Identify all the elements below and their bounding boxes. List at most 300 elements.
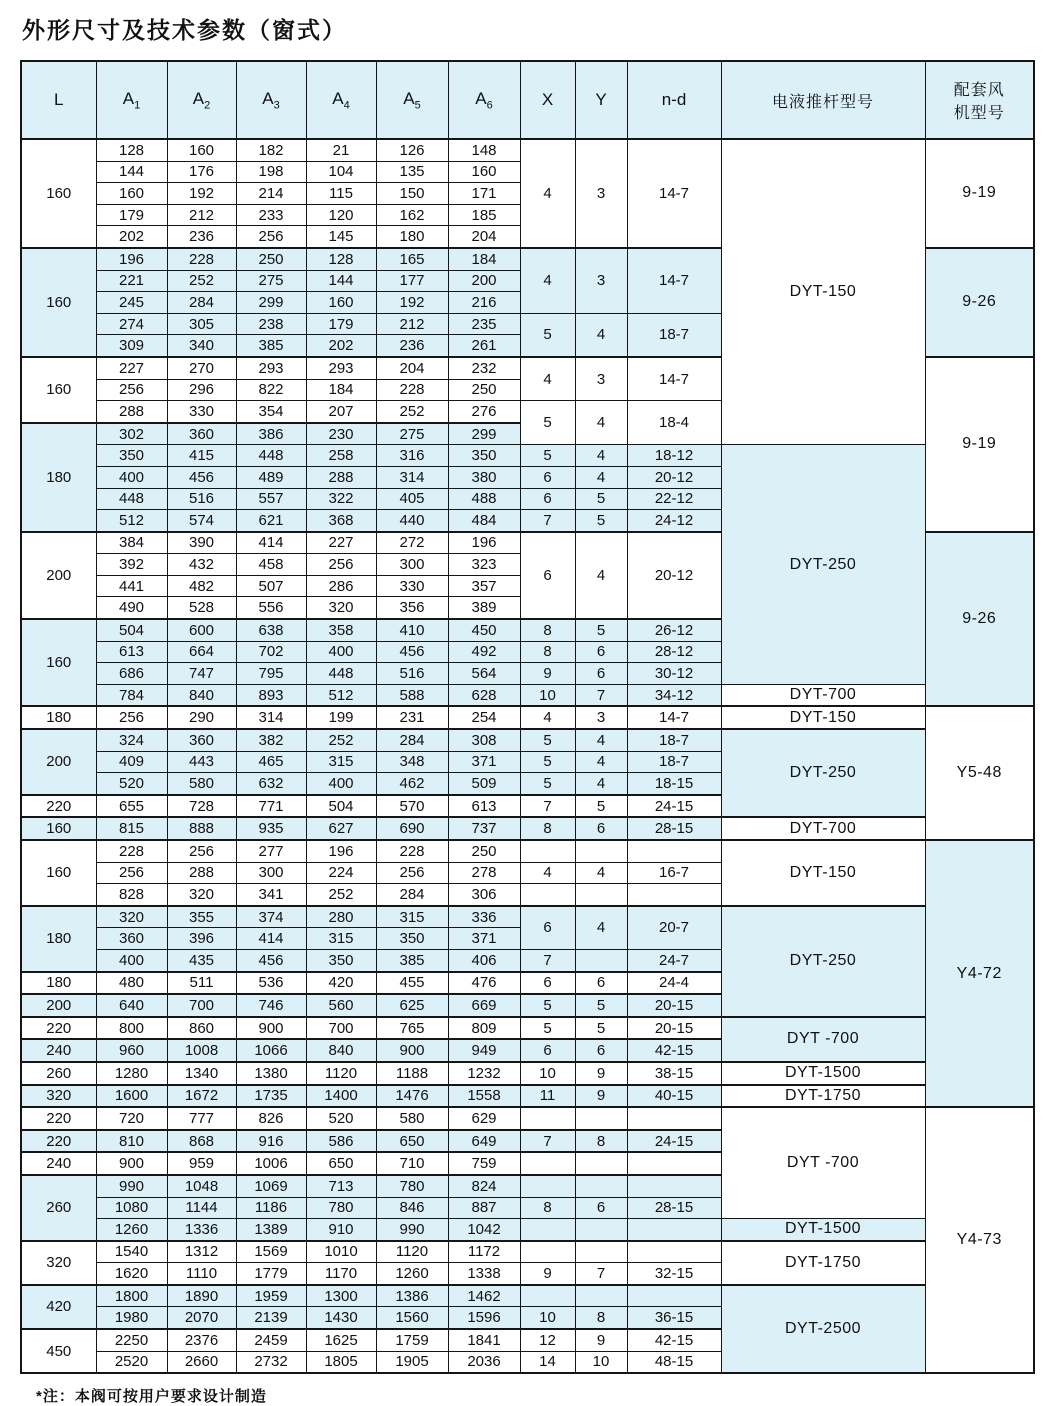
- cell-x: 6: [520, 1039, 575, 1062]
- cell-a6: 350: [448, 445, 520, 467]
- cell-a3: 1069: [236, 1175, 306, 1197]
- cell-actuator-model: DYT-1500: [721, 1219, 925, 1241]
- cell-a6: 278: [448, 862, 520, 884]
- cell-a1: 392: [96, 554, 167, 576]
- cell-a4: 368: [306, 510, 376, 532]
- cell-y: 8: [575, 1307, 627, 1329]
- column-header-A3: $A_3$: [236, 61, 306, 139]
- cell-x: 6: [520, 532, 575, 619]
- cell-L: 180: [21, 972, 96, 995]
- cell-a6: 450: [448, 619, 520, 641]
- cell-L: 220: [21, 1130, 96, 1153]
- cell-a6: 216: [448, 292, 520, 314]
- cell-y: 10: [575, 1351, 627, 1373]
- cell-a6: 371: [448, 751, 520, 773]
- cell-a4: 1430: [306, 1307, 376, 1329]
- cell-nd: 20-15: [627, 994, 721, 1017]
- cell-L: 160: [21, 248, 96, 357]
- cell-nd: [627, 884, 721, 906]
- cell-nd: 18-15: [627, 773, 721, 795]
- cell-actuator-model: DYT-150: [721, 139, 925, 445]
- cell-a6: 1232: [448, 1062, 520, 1085]
- cell-a4: 1300: [306, 1285, 376, 1307]
- column-header-A1: $A_1$: [96, 61, 167, 139]
- cell-a5: 180: [376, 226, 448, 248]
- cell-a3: 632: [236, 773, 306, 795]
- cell-actuator-model: DYT -700: [721, 1017, 925, 1062]
- cell-a2: 1144: [167, 1197, 236, 1219]
- cell-L: 420: [21, 1285, 96, 1329]
- cell-a2: 860: [167, 1017, 236, 1040]
- cell-a5: 516: [376, 663, 448, 685]
- cell-a3: 489: [236, 466, 306, 488]
- cell-actuator-model: DYT-150: [721, 840, 925, 906]
- cell-a3: 250: [236, 248, 306, 270]
- cell-a2: 360: [167, 423, 236, 445]
- cell-a5: 456: [376, 641, 448, 663]
- cell-a3: 2139: [236, 1307, 306, 1329]
- cell-a3: 900: [236, 1017, 306, 1040]
- cell-y: 3: [575, 706, 627, 729]
- cell-nd: 18-7: [627, 729, 721, 751]
- cell-a6: 371: [448, 928, 520, 950]
- cell-x: [520, 1219, 575, 1241]
- cell-a5: 300: [376, 554, 448, 576]
- cell-a6: 389: [448, 597, 520, 619]
- column-header-A2: $A_2$: [167, 61, 236, 139]
- cell-a4: 400: [306, 773, 376, 795]
- cell-a3: 238: [236, 313, 306, 335]
- footnote: *注：本阀可按用户要求设计制造: [36, 1388, 267, 1406]
- cell-a5: 588: [376, 684, 448, 706]
- cell-a5: 1260: [376, 1263, 448, 1285]
- cell-a1: 1260: [96, 1219, 167, 1241]
- cell-a5: 252: [376, 401, 448, 423]
- cell-a1: 512: [96, 510, 167, 532]
- cell-a6: 629: [448, 1107, 520, 1130]
- cell-x: 14: [520, 1351, 575, 1373]
- cell-fan-model: 9-26: [925, 532, 1034, 707]
- cell-nd: 18-12: [627, 445, 721, 467]
- cell-a4: 256: [306, 554, 376, 576]
- cell-a4: 196: [306, 840, 376, 862]
- cell-y: [575, 840, 627, 862]
- cell-a1: 815: [96, 817, 167, 840]
- cell-a6: 1462: [448, 1285, 520, 1307]
- cell-a3: 916: [236, 1130, 306, 1153]
- cell-a4: 520: [306, 1107, 376, 1130]
- cell-a2: 355: [167, 906, 236, 928]
- cell-y: [575, 1152, 627, 1175]
- cell-a2: 296: [167, 379, 236, 401]
- cell-y: [575, 1241, 627, 1263]
- cell-L: 200: [21, 994, 96, 1017]
- cell-a3: 1959: [236, 1285, 306, 1307]
- cell-a3: 465: [236, 751, 306, 773]
- cell-a6: 649: [448, 1130, 520, 1153]
- cell-nd: [627, 1219, 721, 1241]
- cell-a1: 1280: [96, 1062, 167, 1085]
- cell-x: 8: [520, 817, 575, 840]
- cell-a3: 182: [236, 139, 306, 161]
- cell-a2: 256: [167, 840, 236, 862]
- cell-a6: 185: [448, 204, 520, 226]
- cell-L: 160: [21, 817, 96, 840]
- cell-actuator-model: DYT-2500: [721, 1285, 925, 1373]
- cell-a4: 322: [306, 488, 376, 510]
- cell-a1: 245: [96, 292, 167, 314]
- cell-nd: 14-7: [627, 139, 721, 248]
- cell-nd: 20-15: [627, 1017, 721, 1040]
- cell-a1: 784: [96, 684, 167, 706]
- cell-a4: 144: [306, 270, 376, 292]
- cell-a1: 810: [96, 1130, 167, 1153]
- table-row: [21, 906, 1034, 928]
- cell-x: 11: [520, 1085, 575, 1108]
- cell-a2: 330: [167, 401, 236, 423]
- cell-x: 4: [520, 357, 575, 401]
- cell-nd: 18-7: [627, 751, 721, 773]
- cell-nd: 14-7: [627, 248, 721, 313]
- cell-a4: 227: [306, 532, 376, 554]
- cell-a3: 638: [236, 619, 306, 641]
- cell-y: 4: [575, 313, 627, 357]
- cell-a6: 492: [448, 641, 520, 663]
- cell-nd: 24-4: [627, 972, 721, 995]
- cell-a4: 160: [306, 292, 376, 314]
- cell-a1: 1540: [96, 1241, 167, 1263]
- cell-a3: 277: [236, 840, 306, 862]
- cell-a3: 374: [236, 906, 306, 928]
- cell-a5: 162: [376, 204, 448, 226]
- cell-L: 320: [21, 1241, 96, 1285]
- cell-a4: 230: [306, 423, 376, 445]
- cell-a4: 21: [306, 139, 376, 161]
- cell-nd: 32-15: [627, 1263, 721, 1285]
- cell-a3: 299: [236, 292, 306, 314]
- cell-a3: 893: [236, 684, 306, 706]
- cell-a2: 574: [167, 510, 236, 532]
- cell-x: 9: [520, 1263, 575, 1285]
- cell-a5: 316: [376, 445, 448, 467]
- cell-a6: 250: [448, 379, 520, 401]
- cell-a5: 690: [376, 817, 448, 840]
- table-row: [21, 684, 1034, 706]
- cell-a1: 1800: [96, 1285, 167, 1307]
- cell-x: 7: [520, 795, 575, 818]
- cell-a6: 669: [448, 994, 520, 1017]
- cell-nd: [627, 1241, 721, 1263]
- cell-y: [575, 1175, 627, 1197]
- cell-a4: 910: [306, 1219, 376, 1241]
- cell-a2: 305: [167, 313, 236, 335]
- cell-a6: 200: [448, 270, 520, 292]
- cell-nd: 34-12: [627, 684, 721, 706]
- cell-a2: 1312: [167, 1241, 236, 1263]
- cell-L: 160: [21, 619, 96, 706]
- cell-a3: 556: [236, 597, 306, 619]
- cell-a4: 128: [306, 248, 376, 270]
- cell-a5: 625: [376, 994, 448, 1017]
- cell-a1: 441: [96, 575, 167, 597]
- table-row: [21, 706, 1034, 729]
- cell-a1: 256: [96, 706, 167, 729]
- cell-L: 260: [21, 1175, 96, 1241]
- cell-a4: 420: [306, 972, 376, 995]
- cell-a4: 840: [306, 1039, 376, 1062]
- cell-x: [520, 1152, 575, 1175]
- cell-a6: 357: [448, 575, 520, 597]
- cell-a3: 702: [236, 641, 306, 663]
- cell-a1: 350: [96, 445, 167, 467]
- cell-nd: 16-7: [627, 862, 721, 884]
- cell-a5: 314: [376, 466, 448, 488]
- cell-y: [575, 1285, 627, 1307]
- cell-y: [575, 884, 627, 906]
- column-header-配套风 机型号: 配套风 机型号: [925, 61, 1034, 139]
- cell-nd: 28-15: [627, 1197, 721, 1219]
- cell-a3: 1779: [236, 1263, 306, 1285]
- cell-a1: 613: [96, 641, 167, 663]
- cell-a5: 580: [376, 1107, 448, 1130]
- cell-a1: 1600: [96, 1085, 167, 1108]
- cell-a5: 1386: [376, 1285, 448, 1307]
- cell-nd: [627, 1107, 721, 1130]
- cell-nd: 14-7: [627, 357, 721, 401]
- cell-a1: 128: [96, 139, 167, 161]
- cell-L: 180: [21, 423, 96, 532]
- cell-a2: 176: [167, 161, 236, 183]
- cell-a1: 490: [96, 597, 167, 619]
- cell-a1: 202: [96, 226, 167, 248]
- cell-a5: 165: [376, 248, 448, 270]
- cell-a1: 320: [96, 906, 167, 928]
- cell-a5: 780: [376, 1175, 448, 1197]
- cell-a1: 144: [96, 161, 167, 183]
- cell-a1: 1080: [96, 1197, 167, 1219]
- table-row: [21, 1017, 1034, 1040]
- cell-x: 6: [520, 488, 575, 510]
- cell-a3: 536: [236, 972, 306, 995]
- table-header: [21, 61, 1034, 139]
- cell-a4: 504: [306, 795, 376, 818]
- cell-a4: 586: [306, 1130, 376, 1153]
- cell-a2: 1672: [167, 1085, 236, 1108]
- cell-a6: 1558: [448, 1085, 520, 1108]
- cell-x: 7: [520, 510, 575, 532]
- cell-y: 3: [575, 139, 627, 248]
- cell-a2: 320: [167, 884, 236, 906]
- cell-a6: 235: [448, 313, 520, 335]
- cell-a6: 949: [448, 1039, 520, 1062]
- cell-a4: 1805: [306, 1351, 376, 1373]
- cell-a5: 900: [376, 1039, 448, 1062]
- cell-a5: 440: [376, 510, 448, 532]
- cell-nd: 48-15: [627, 1351, 721, 1373]
- cell-a1: 196: [96, 248, 167, 270]
- cell-y: 4: [575, 466, 627, 488]
- cell-a2: 2376: [167, 1329, 236, 1351]
- cell-a1: 384: [96, 532, 167, 554]
- column-header-Y: Y: [575, 61, 627, 139]
- cell-a6: 148: [448, 139, 520, 161]
- cell-a2: 868: [167, 1130, 236, 1153]
- cell-a5: 846: [376, 1197, 448, 1219]
- cell-a3: 448: [236, 445, 306, 467]
- cell-y: 6: [575, 663, 627, 685]
- cell-a3: 826: [236, 1107, 306, 1130]
- cell-y: 5: [575, 619, 627, 641]
- cell-a4: 560: [306, 994, 376, 1017]
- cell-fan-model: Y4-73: [925, 1107, 1034, 1373]
- cell-nd: 14-7: [627, 706, 721, 729]
- cell-x: 8: [520, 619, 575, 641]
- cell-nd: 18-7: [627, 313, 721, 357]
- cell-a1: 2250: [96, 1329, 167, 1351]
- cell-a6: 488: [448, 488, 520, 510]
- spec-table: [20, 60, 1035, 1374]
- cell-a4: 1625: [306, 1329, 376, 1351]
- column-header-A4: $A_4$: [306, 61, 376, 139]
- cell-a6: 1338: [448, 1263, 520, 1285]
- cell-a3: 385: [236, 335, 306, 357]
- table-row: [21, 1062, 1034, 1085]
- cell-L: 160: [21, 139, 96, 248]
- cell-a2: 511: [167, 972, 236, 995]
- cell-a4: 320: [306, 597, 376, 619]
- page-title: 外形尺寸及技术参数（窗式）: [22, 17, 347, 43]
- cell-a5: 356: [376, 597, 448, 619]
- cell-nd: [627, 1175, 721, 1197]
- cell-a5: 212: [376, 313, 448, 335]
- cell-a2: 1336: [167, 1219, 236, 1241]
- cell-x: [520, 1285, 575, 1307]
- cell-a2: 288: [167, 862, 236, 884]
- cell-y: 3: [575, 248, 627, 313]
- cell-a2: 2660: [167, 1351, 236, 1373]
- cell-a2: 415: [167, 445, 236, 467]
- cell-a4: 252: [306, 884, 376, 906]
- cell-a6: 171: [448, 183, 520, 205]
- cell-actuator-model: DYT-700: [721, 817, 925, 840]
- cell-a6: 299: [448, 423, 520, 445]
- table-row: [21, 139, 1034, 161]
- cell-nd: [627, 1152, 721, 1175]
- cell-a5: 272: [376, 532, 448, 554]
- cell-a2: 290: [167, 706, 236, 729]
- cell-a5: 177: [376, 270, 448, 292]
- cell-a1: 800: [96, 1017, 167, 1040]
- cell-x: 10: [520, 684, 575, 706]
- cell-a4: 627: [306, 817, 376, 840]
- cell-L: 220: [21, 795, 96, 818]
- cell-x: [520, 884, 575, 906]
- cell-a4: 315: [306, 928, 376, 950]
- cell-L: 240: [21, 1039, 96, 1062]
- cell-a6: 809: [448, 1017, 520, 1040]
- cell-a2: 432: [167, 554, 236, 576]
- cell-a3: 314: [236, 706, 306, 729]
- column-header-电液推杆型号: 电液推杆型号: [721, 61, 925, 139]
- cell-a2: 228: [167, 248, 236, 270]
- cell-nd: 20-7: [627, 906, 721, 950]
- cell-a6: 509: [448, 773, 520, 795]
- table-row: [21, 817, 1034, 840]
- cell-a6: 824: [448, 1175, 520, 1197]
- cell-x: 7: [520, 1130, 575, 1153]
- cell-actuator-model: DYT-250: [721, 445, 925, 685]
- cell-x: 5: [520, 445, 575, 467]
- cell-nd: 38-15: [627, 1062, 721, 1085]
- cell-a3: 822: [236, 379, 306, 401]
- cell-x: 10: [520, 1062, 575, 1085]
- cell-a2: 284: [167, 292, 236, 314]
- cell-a4: 115: [306, 183, 376, 205]
- column-header-L: L: [21, 61, 96, 139]
- cell-actuator-model: DYT-700: [721, 684, 925, 706]
- cell-a4: 184: [306, 379, 376, 401]
- cell-y: 5: [575, 795, 627, 818]
- cell-a3: 1186: [236, 1197, 306, 1219]
- cell-x: 6: [520, 466, 575, 488]
- cell-a4: 400: [306, 641, 376, 663]
- cell-a5: 204: [376, 357, 448, 379]
- cell-a3: 275: [236, 270, 306, 292]
- cell-a6: 476: [448, 972, 520, 995]
- cell-a3: 2459: [236, 1329, 306, 1351]
- table-body: [21, 139, 1034, 1373]
- cell-a5: 410: [376, 619, 448, 641]
- cell-y: 4: [575, 773, 627, 795]
- cell-a3: 935: [236, 817, 306, 840]
- cell-x: 5: [520, 994, 575, 1017]
- cell-y: 5: [575, 994, 627, 1017]
- cell-y: [575, 1219, 627, 1241]
- cell-a3: 198: [236, 161, 306, 183]
- cell-nd: 20-12: [627, 466, 721, 488]
- cell-a6: 380: [448, 466, 520, 488]
- cell-a4: 1170: [306, 1263, 376, 1285]
- cell-a3: 256: [236, 226, 306, 248]
- table-row: [21, 1107, 1034, 1130]
- cell-x: 12: [520, 1329, 575, 1351]
- cell-a2: 390: [167, 532, 236, 554]
- cell-a1: 221: [96, 270, 167, 292]
- cell-a1: 960: [96, 1039, 167, 1062]
- cell-a6: 887: [448, 1197, 520, 1219]
- cell-a5: 348: [376, 751, 448, 773]
- cell-a3: 746: [236, 994, 306, 1017]
- cell-a4: 199: [306, 706, 376, 729]
- cell-a1: 160: [96, 183, 167, 205]
- cell-y: 6: [575, 641, 627, 663]
- cell-a1: 228: [96, 840, 167, 862]
- cell-a3: 1735: [236, 1085, 306, 1108]
- cell-x: 4: [520, 248, 575, 313]
- cell-actuator-model: DYT-1500: [721, 1062, 925, 1085]
- cell-a4: 1010: [306, 1241, 376, 1263]
- cell-a3: 386: [236, 423, 306, 445]
- cell-a3: 1066: [236, 1039, 306, 1062]
- cell-a4: 224: [306, 862, 376, 884]
- cell-actuator-model: DYT-250: [721, 729, 925, 817]
- cell-a4: 700: [306, 1017, 376, 1040]
- cell-a2: 396: [167, 928, 236, 950]
- cell-a5: 1476: [376, 1085, 448, 1108]
- cell-y: 9: [575, 1329, 627, 1351]
- cell-a6: 336: [448, 906, 520, 928]
- cell-a4: 252: [306, 729, 376, 751]
